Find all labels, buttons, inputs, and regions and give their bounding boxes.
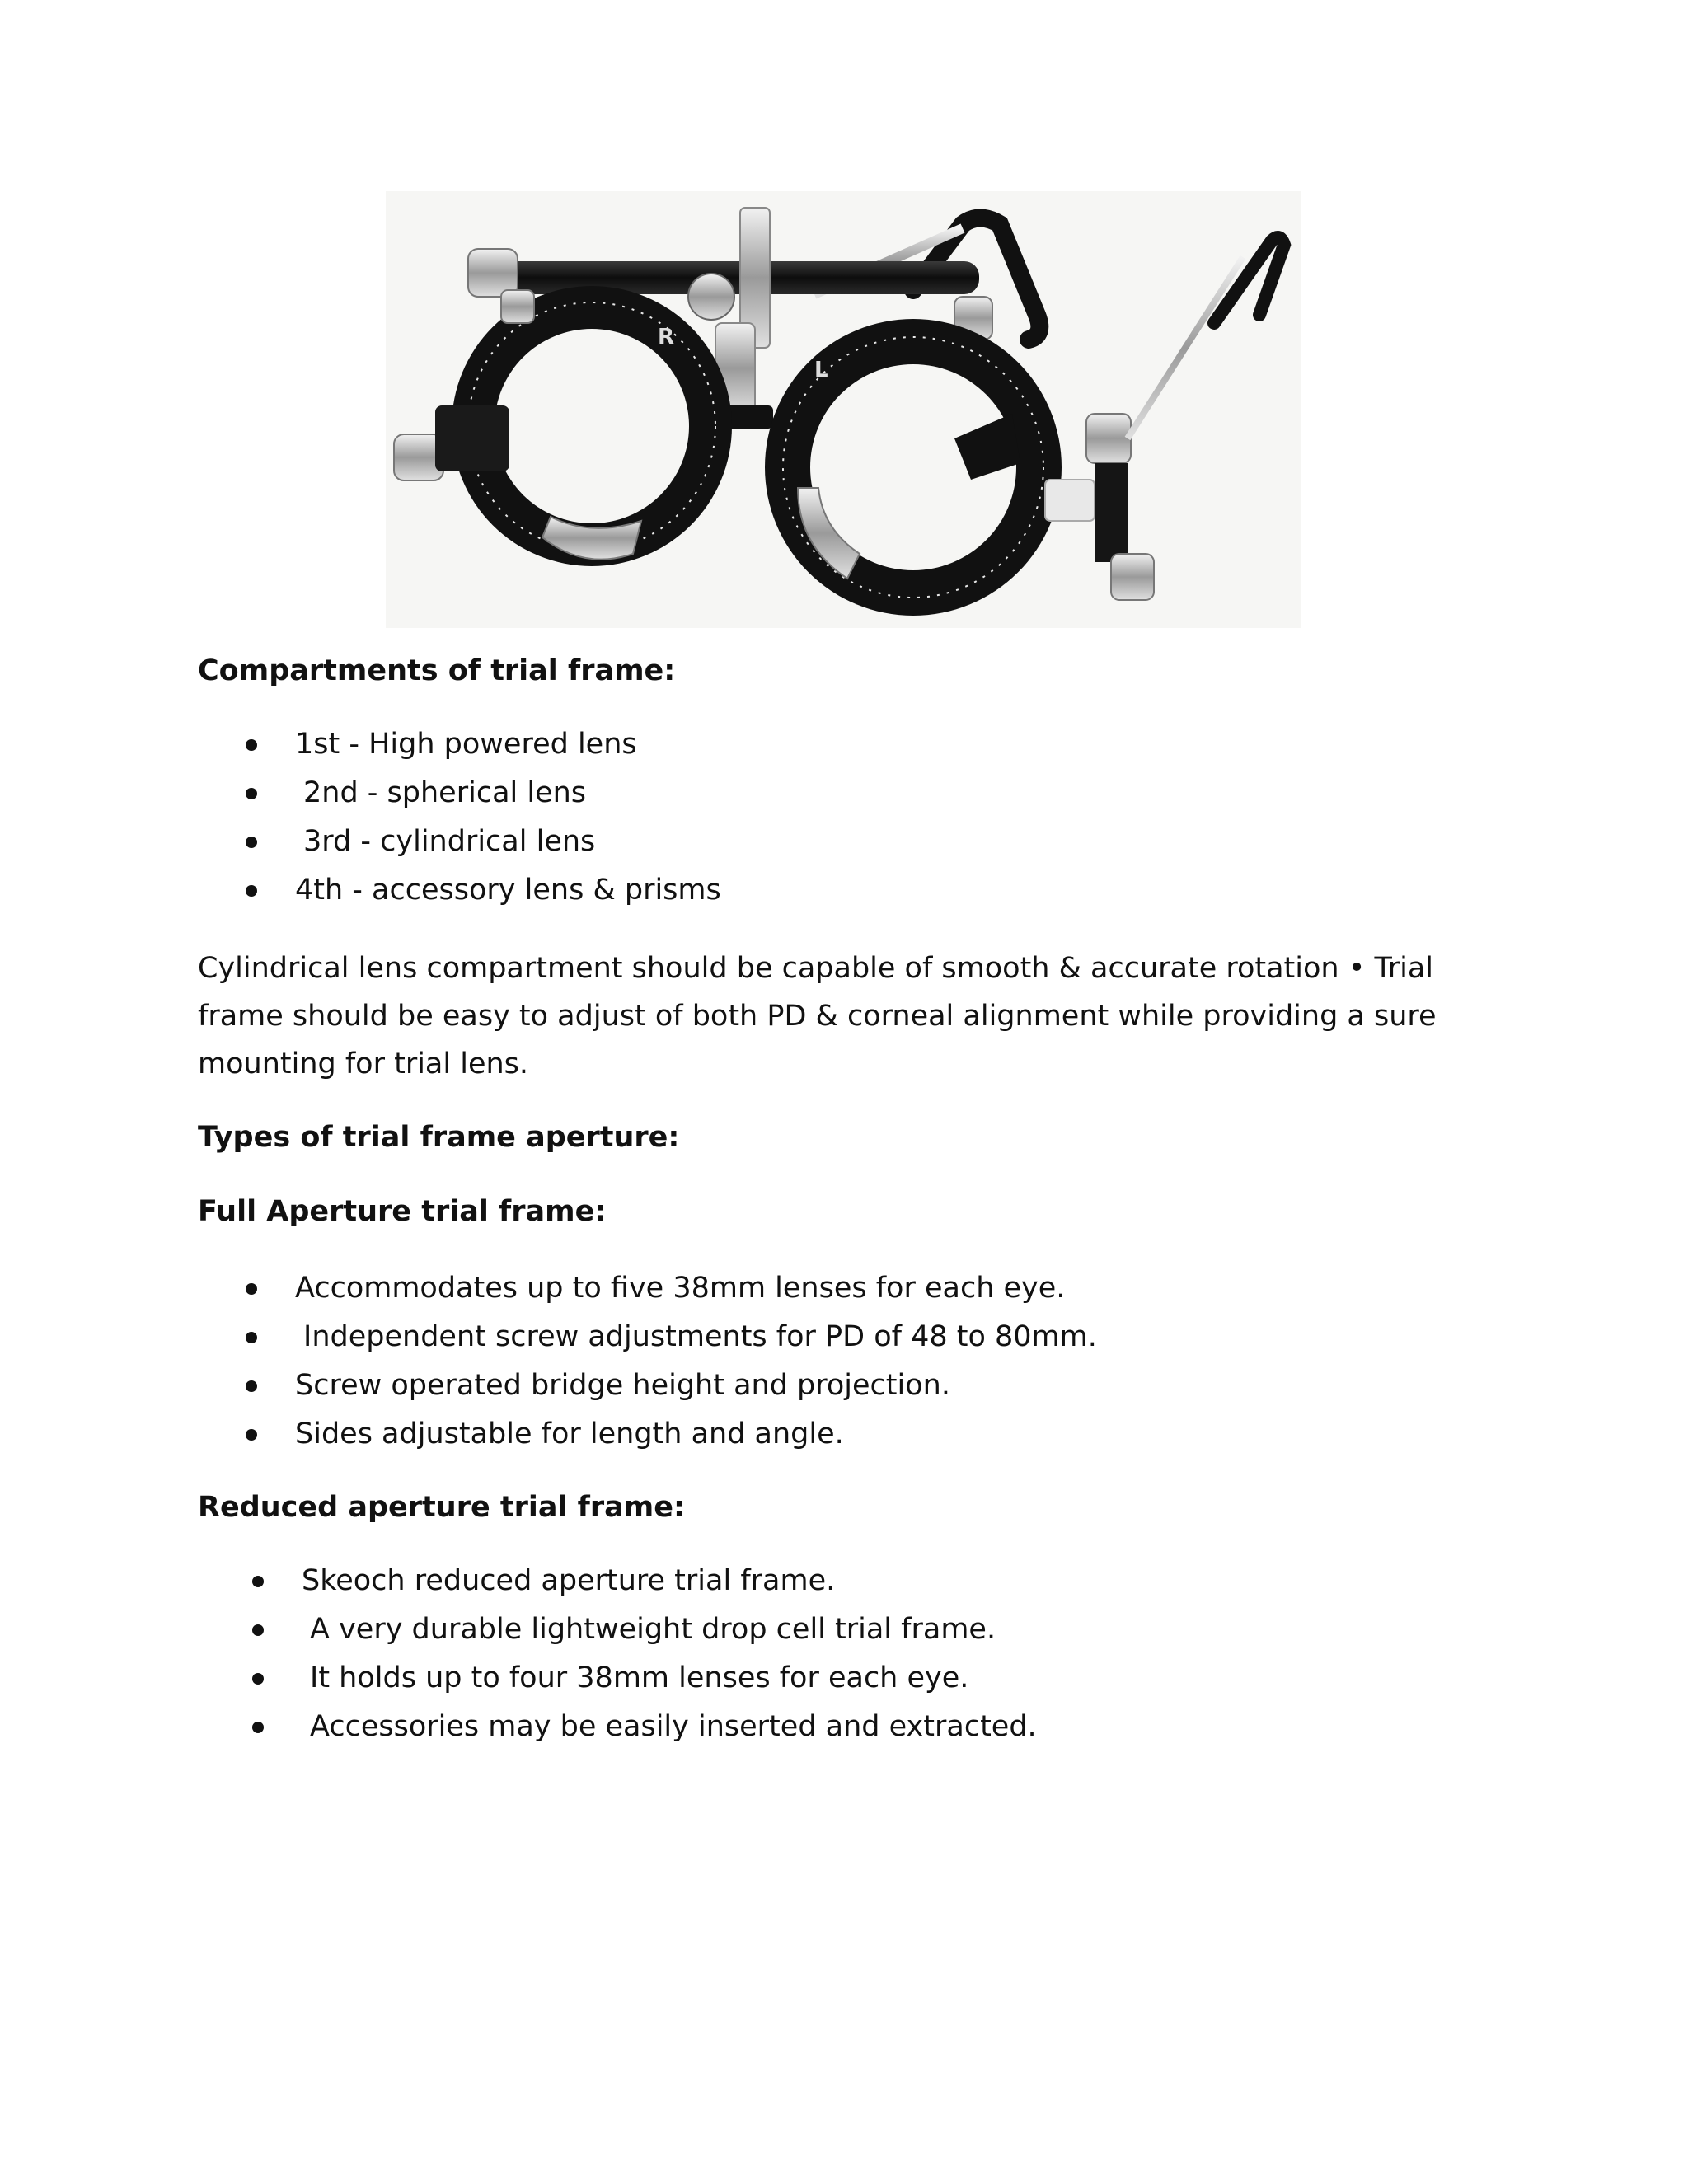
- compartments-list: [246, 720, 721, 915]
- list-item: Skeoch reduced aperture trial frame.: [252, 1557, 1037, 1605]
- bullet-icon: [252, 1576, 264, 1587]
- bullet-icon: [246, 1332, 257, 1343]
- list-item: 2nd - spherical lens: [246, 769, 721, 818]
- trial-frame-image: [386, 191, 1301, 628]
- types-heading: Types of trial frame aperture:: [198, 1121, 680, 1154]
- trial-frame-icon: [386, 191, 1301, 628]
- bullet-icon: [246, 837, 257, 848]
- body-paragraph: Cylindrical lens compartment should be capable of smooth & accurate rotation • Trial frame should be easy to adjust of both PD & corneal alignment while providing a sure mounting for trial lens.: [198, 952, 1437, 1080]
- full-aperture-heading: Full Aperture trial frame:: [198, 1195, 607, 1228]
- list-item: 4th - accessory lens & prisms: [246, 866, 721, 915]
- bullet-icon: [246, 885, 257, 897]
- list-item: 1st - High powered lens: [246, 720, 721, 769]
- list-item: A very durable lightweight drop cell trial frame.: [252, 1605, 1037, 1654]
- list-item: Accommodates up to five 38mm lenses for each eye.: [246, 1264, 1097, 1313]
- bullet-icon: [246, 739, 257, 751]
- reduced-aperture-list: [252, 1557, 1037, 1751]
- list-item: Sides adjustable for length and angle.: [246, 1410, 1097, 1459]
- list-item: It holds up to four 38mm lenses for each eye.: [252, 1654, 1037, 1703]
- bullet-icon: [252, 1624, 264, 1636]
- list-item: Independent screw adjustments for PD of 48 to 80mm.: [246, 1313, 1097, 1361]
- reduced-aperture-heading: Reduced aperture trial frame:: [198, 1491, 685, 1524]
- list-item: Accessories may be easily inserted and extracted.: [252, 1703, 1037, 1751]
- bullet-icon: [246, 1283, 257, 1295]
- bullet-icon: [252, 1673, 264, 1685]
- mark-r: R: [658, 325, 675, 349]
- list-item: 3rd - cylindrical lens: [246, 818, 721, 866]
- bullet-icon: [246, 788, 257, 799]
- bullet-icon: [246, 1380, 257, 1392]
- compartments-heading: Compartments of trial frame:: [198, 654, 676, 687]
- mark-l: L: [814, 358, 828, 382]
- bullet-icon: [252, 1722, 264, 1733]
- bullet-icon: [246, 1429, 257, 1441]
- list-item: Screw operated bridge height and projection.: [246, 1361, 1097, 1410]
- full-aperture-list: [246, 1264, 1097, 1459]
